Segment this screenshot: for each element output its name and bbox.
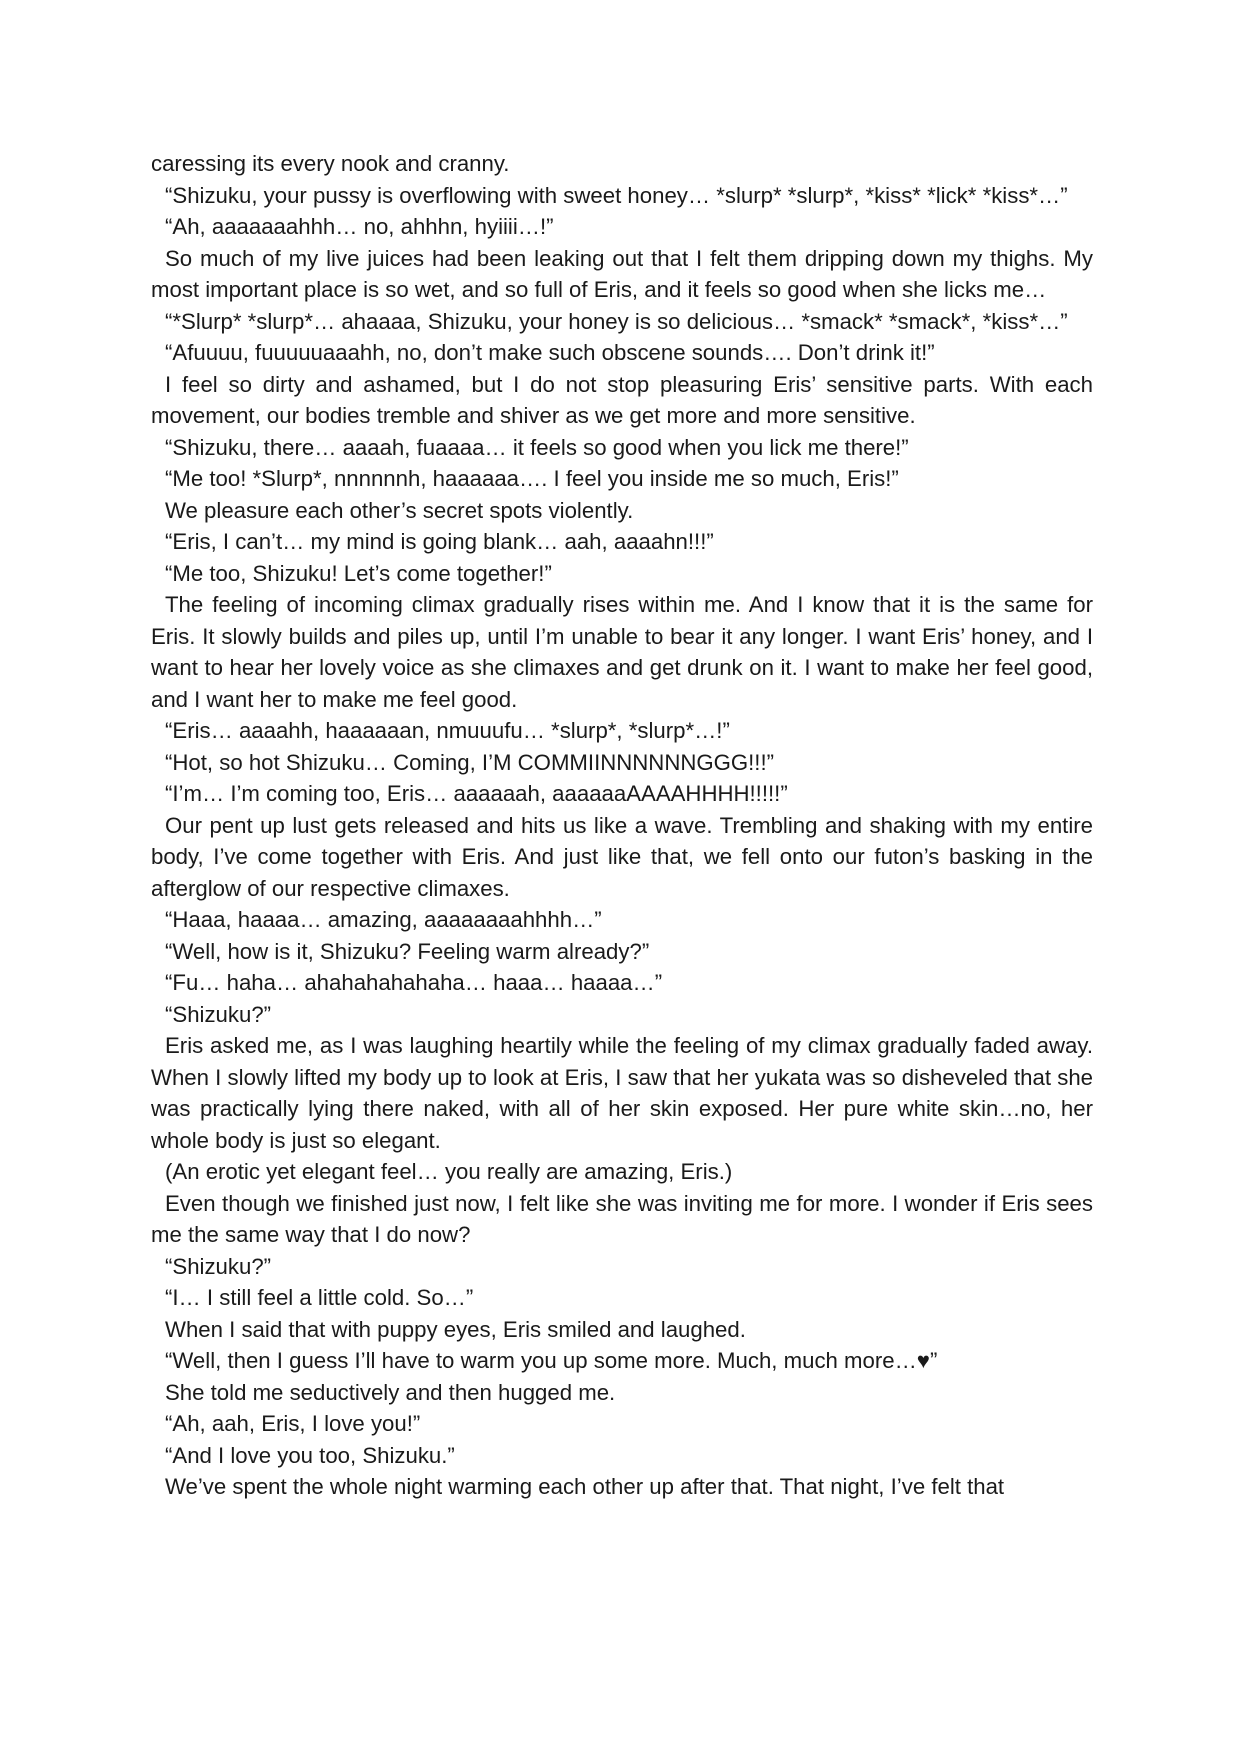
paragraph: Eris asked me, as I was laughing heartily while the feeling of my climax gradually faded away. When I slowly lifted my body up to look at Eris, I saw that her yukata was so disheveled that she was practically lying there naked, with all of her skin exposed. Her pure white skin…no, her whole body is just so elegant.: [151, 1033, 1093, 1153]
paragraph: “Shizuku, there… aaaah, fuaaaa… it feels so good when you lick me there!”: [165, 434, 909, 460]
paragraph: So much of my live juices had been leaking out that I felt them dripping down my thighs. My most important place is so wet, and so full of Eris, and it feels so good when she licks me…: [151, 245, 1093, 302]
paragraph: “Haaa, haaaa… amazing, aaaaaaaahhhh…”: [165, 907, 602, 932]
paragraph: “Eris, I can’t… my mind is going blank… aah, aaaahn!!!”: [165, 529, 714, 554]
paragraph: “Afuuuu, fuuuuuaaahh, no, don’t make such obscene sounds…. Don’t drink it!”: [165, 340, 935, 365]
paragraph: “Well, how is it, Shizuku? Feeling warm already?”: [165, 938, 650, 964]
paragraph: “Eris… aaaahh, haaaaaan, nmuuufu… *slurp*, *slurp*…!”: [165, 718, 730, 743]
paragraph: Even though we finished just now, I felt like she was inviting me for more. I wonder if Eris sees me the same way that I do now?: [151, 1190, 1093, 1247]
paragraph: We pleasure each other’s secret spots violently.: [165, 497, 634, 523]
paragraph: (An erotic yet elegant feel… you really are amazing, Eris.): [165, 1159, 733, 1184]
paragraph: “Shizuku, your pussy is overflowing with sweet honey… *slurp* *slurp*, *kiss* *lick* *kiss*…”: [165, 182, 1068, 208]
paragraph: “And I love you too, Shizuku.”: [165, 1442, 455, 1468]
paragraph: “I’m… I’m coming too, Eris… aaaaaah, aaaaaaAAAAHHHH!!!!!”: [165, 781, 788, 806]
paragraph: “Well, then I guess I’ll have to warm you up some more. Much, much more…♥”: [165, 1348, 938, 1373]
paragraph: She told me seductively and then hugged me.: [165, 1379, 616, 1405]
paragraph: “Shizuku?”: [165, 1001, 272, 1027]
paragraph: “*Slurp* *slurp*… ahaaaa, Shizuku, your honey is so delicious… *smack* *smack*, *kiss*…”: [165, 308, 1068, 334]
paragraph: I feel so dirty and ashamed, but I do not stop pleasuring Eris’ sensitive parts. With each movement, our bodies tremble and shiver as we get more and more sensitive.: [151, 371, 1093, 428]
paragraph: “Shizuku?”: [165, 1253, 272, 1279]
paragraph: “Ah, aaaaaaahhh… no, ahhhn, hyiiii…!”: [165, 214, 554, 239]
paragraph: We’ve spent the whole night warming each other up after that. That night, I’ve felt that: [165, 1474, 1005, 1499]
paragraph: caressing its every nook and cranny.: [151, 151, 510, 176]
paragraph: When I said that with puppy eyes, Eris smiled and laughed.: [165, 1316, 746, 1342]
document-body: [151, 148, 1093, 1503]
paragraph: “I… I still feel a little cold. So…”: [165, 1285, 474, 1310]
paragraph: “Fu… haha… ahahahahahaha… haaa… haaaa…”: [165, 970, 663, 995]
paragraph: “Ah, aah, Eris, I love you!”: [165, 1411, 421, 1436]
paragraph: “Hot, so hot Shizuku… Coming, I’M COMMIINNNNNNGGG!!!”: [165, 749, 775, 775]
paragraph: The feeling of incoming climax gradually rises within me. And I know that it is the same for Eris. It slowly builds and piles up, until I’m unable to bear it any longer. I want Eris’ honey, and I want to hear her lovely voice as she climaxes and get drunk on it. I want to make her feel good, and I want her to make me feel good.: [151, 592, 1093, 712]
paragraph: “Me too, Shizuku! Let’s come together!”: [165, 560, 552, 586]
paragraph: “Me too! *Slurp*, nnnnnnh, haaaaaa…. I feel you inside me so much, Eris!”: [165, 466, 899, 491]
paragraph: Our pent up lust gets released and hits us like a wave. Trembling and shaking with my entire body, I’ve come together with Eris. And just like that, we fell onto our futon’s basking in the afterglow of our respective climaxes.: [151, 812, 1093, 901]
